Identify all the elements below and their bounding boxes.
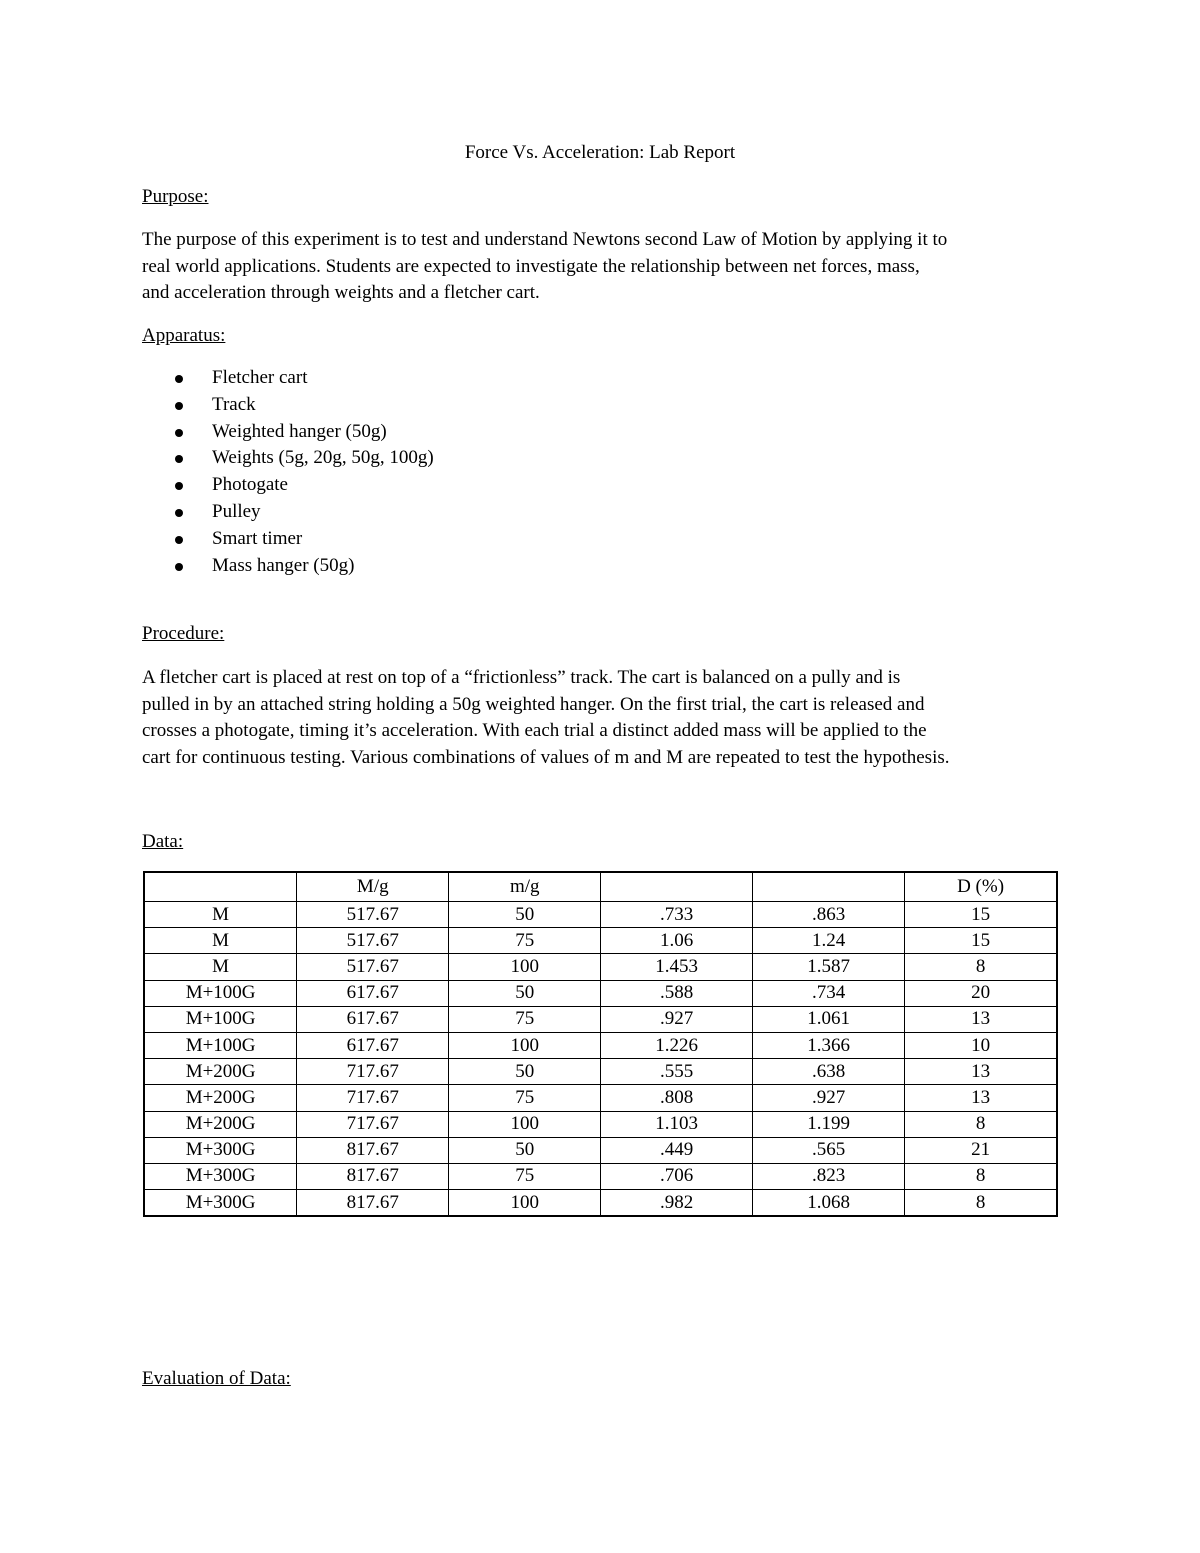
table-cell: M: [144, 902, 297, 928]
table-cell: 8: [905, 1111, 1057, 1137]
table-cell: .588: [601, 980, 753, 1006]
table-cell: .927: [601, 1006, 753, 1032]
table-cell: 517.67: [297, 954, 449, 980]
table-cell: M+200G: [144, 1111, 297, 1137]
table-cell: 75: [449, 928, 601, 954]
table-cell: M+200G: [144, 1059, 297, 1085]
table-row: [144, 954, 1057, 980]
list-item: Weighted hanger (50g): [142, 419, 434, 446]
table-row: [144, 1085, 1057, 1111]
table-cell: 817.67: [297, 1163, 449, 1189]
table-cell: .733: [601, 902, 753, 928]
table-cell: 20: [905, 980, 1057, 1006]
table-cell: M+300G: [144, 1190, 297, 1217]
purpose-heading: Purpose:: [142, 186, 209, 207]
table-cell: .927: [753, 1085, 905, 1111]
table-cell: 517.67: [297, 902, 449, 928]
table-cell: 100: [449, 1111, 601, 1137]
table-cell: M: [144, 928, 297, 954]
bullet-icon: [175, 563, 183, 571]
table-cell: 100: [449, 1190, 601, 1217]
table-row: [144, 1190, 1057, 1217]
table-row: [144, 1163, 1057, 1189]
table-cell: 50: [449, 1137, 601, 1163]
bullet-icon: [175, 429, 183, 437]
table-cell: M: [144, 954, 297, 980]
table-cell: 15: [905, 902, 1057, 928]
table-cell: 50: [449, 1059, 601, 1085]
table-cell: 75: [449, 1006, 601, 1032]
table-row: [144, 1032, 1057, 1058]
table-cell: .706: [601, 1163, 753, 1189]
purpose-paragraph: [142, 227, 1062, 307]
list-item: Track: [142, 392, 434, 419]
table-cell: 1.587: [753, 954, 905, 980]
bullet-icon: [175, 375, 183, 383]
table-cell: 1.06: [601, 928, 753, 954]
table-header-cell: [753, 872, 905, 902]
procedure-line: A fletcher cart is placed at rest on top of a “frictionless” track. The cart is balanced on a pully and is: [142, 667, 901, 688]
table-cell: 100: [449, 1032, 601, 1058]
list-item: Photogate: [142, 472, 434, 499]
bullet-icon: [175, 509, 183, 517]
list-item: Fletcher cart: [142, 365, 434, 392]
table-cell: .565: [753, 1137, 905, 1163]
procedure-paragraph: [142, 665, 1062, 771]
table-cell: 1.366: [753, 1032, 905, 1058]
table-cell: 8: [905, 954, 1057, 980]
table-cell: 817.67: [297, 1137, 449, 1163]
list-item: Weights (5g, 20g, 50g, 100g): [142, 445, 434, 472]
table-cell: M+200G: [144, 1085, 297, 1111]
table-header-cell: D (%): [905, 872, 1057, 902]
procedure-heading: Procedure:: [142, 623, 225, 644]
data-table: [143, 871, 1058, 1217]
table-cell: .449: [601, 1137, 753, 1163]
table-header-cell: [144, 872, 297, 902]
procedure-line: pulled in by an attached string holding a 50g weighted hanger. On the first trial, the cart is released and: [142, 693, 925, 715]
table-cell: 1.199: [753, 1111, 905, 1137]
purpose-line: and acceleration through weights and a fletcher cart.: [142, 282, 540, 303]
data-heading: Data:: [142, 831, 184, 852]
table-row: [144, 980, 1057, 1006]
table-cell: 817.67: [297, 1190, 449, 1217]
table-cell: 75: [449, 1163, 601, 1189]
table-cell: .555: [601, 1059, 753, 1085]
table-cell: 717.67: [297, 1059, 449, 1085]
table-cell: 617.67: [297, 1006, 449, 1032]
table-cell: 1.103: [601, 1111, 753, 1137]
apparatus-heading: Apparatus:: [142, 325, 226, 346]
table-cell: 100: [449, 954, 601, 980]
table-row: [144, 1006, 1057, 1032]
table-row: [144, 1111, 1057, 1137]
table-cell: 13: [905, 1085, 1057, 1111]
table-cell: .823: [753, 1163, 905, 1189]
apparatus-list: [142, 365, 434, 579]
table-cell: 1.24: [753, 928, 905, 954]
procedure-line: cart for continuous testing. Various combinations of values of m and M are repeated to test the hypothesis.: [142, 746, 950, 768]
table-cell: 1.453: [601, 954, 753, 980]
table-cell: 8: [905, 1190, 1057, 1217]
table-header-cell: m/g: [449, 872, 601, 902]
table-cell: .638: [753, 1059, 905, 1085]
table-cell: 15: [905, 928, 1057, 954]
bullet-icon: [175, 536, 183, 544]
table-row: [144, 902, 1057, 928]
table-cell: 75: [449, 1085, 601, 1111]
table-cell: 617.67: [297, 980, 449, 1006]
evaluation-heading: Evaluation of Data:: [142, 1368, 291, 1389]
table-cell: 617.67: [297, 1032, 449, 1058]
table-cell: .808: [601, 1085, 753, 1111]
table-header-cell: [601, 872, 753, 902]
table-cell: .982: [601, 1190, 753, 1217]
table-cell: 517.67: [297, 928, 449, 954]
table-header-row: [144, 872, 1057, 902]
table-cell: 717.67: [297, 1085, 449, 1111]
list-item: Mass hanger (50g): [142, 553, 434, 580]
table-cell: M+300G: [144, 1137, 297, 1163]
table-cell: M+100G: [144, 1006, 297, 1032]
table-cell: .734: [753, 980, 905, 1006]
table-row: [144, 928, 1057, 954]
list-item: Smart timer: [142, 526, 434, 553]
table-cell: 50: [449, 980, 601, 1006]
table-cell: 717.67: [297, 1111, 449, 1137]
bullet-icon: [175, 482, 183, 490]
table-cell: 21: [905, 1137, 1057, 1163]
page-title: Force Vs. Acceleration: Lab Report: [464, 142, 736, 163]
procedure-line: crosses a photogate, timing it’s acceleration. With each trial a distinct added mass will be applied to the: [142, 720, 927, 741]
table-cell: 13: [905, 1059, 1057, 1085]
table-cell: M+300G: [144, 1163, 297, 1189]
table-cell: 8: [905, 1163, 1057, 1189]
list-item: Pulley: [142, 499, 434, 526]
table-cell: 10: [905, 1032, 1057, 1058]
table-cell: 1.068: [753, 1190, 905, 1217]
table-cell: 1.061: [753, 1006, 905, 1032]
table-row: [144, 1059, 1057, 1085]
purpose-line: The purpose of this experiment is to test and understand Newtons second Law of Motion by applying it to: [142, 229, 948, 250]
table-cell: M+100G: [144, 1032, 297, 1058]
table-cell: 13: [905, 1006, 1057, 1032]
table-header-cell: M/g: [297, 872, 449, 902]
table-row: [144, 1137, 1057, 1163]
bullet-icon: [175, 402, 183, 410]
table-cell: 50: [449, 902, 601, 928]
purpose-line: real world applications. Students are expected to investigate the relationship between net forces, mass,: [142, 255, 920, 277]
table-cell: .863: [753, 902, 905, 928]
table-cell: M+100G: [144, 980, 297, 1006]
table-cell: 1.226: [601, 1032, 753, 1058]
bullet-icon: [175, 455, 183, 463]
